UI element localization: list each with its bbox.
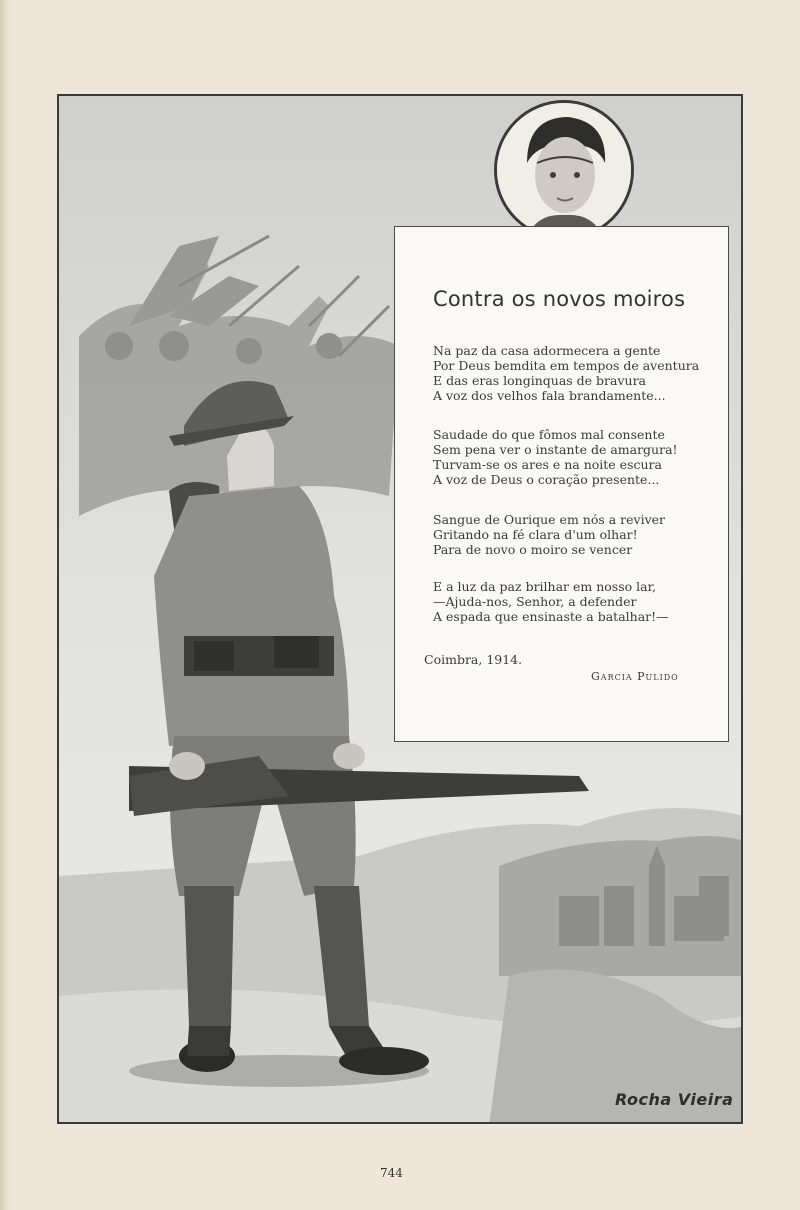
verse-line: Para de novo o moiro se vencer — [433, 542, 633, 557]
verse-line: Sem pena ver o instante de amargura! — [433, 442, 678, 457]
verse-line: A voz de Deus o coração presente... — [433, 472, 660, 487]
poem-box — [394, 226, 729, 742]
place-date: Coimbra, 1914. — [424, 652, 523, 667]
author-name: Garcia Pulido — [591, 670, 679, 683]
author-portrait — [494, 100, 634, 240]
verse-line: A espada que ensinaste a batalhar!— — [433, 609, 669, 624]
verse-line: Na paz da casa adormecera a gente — [433, 343, 661, 358]
verse-line: E a luz da paz brilhar em nosso lar, — [433, 579, 657, 594]
verse-line: A voz dos velhos fala brandamente... — [433, 388, 666, 403]
verse-line: Gritando na fé clara d'um olhar! — [433, 527, 638, 542]
verse-line: —Ajuda-nos, Senhor, a defender — [433, 594, 637, 609]
verse-line: Sangue de Ourique em nós a reviver — [433, 512, 666, 527]
stanza-4 — [433, 579, 669, 624]
page-number: 744 — [380, 1166, 403, 1180]
verse-line: Turvam-se os ares e na noite escura — [433, 457, 662, 472]
verse-line: Saudade do que fômos mal consente — [433, 427, 665, 442]
verse-line: Por Deus bemdita em tempos de aventura — [433, 358, 700, 373]
verse-line: E das eras longinquas de bravura — [433, 373, 647, 388]
stanza-2 — [433, 427, 678, 487]
stanza-1 — [433, 343, 699, 403]
artist-signature: Rocha Vieira — [615, 1090, 734, 1109]
stanza-3 — [433, 512, 665, 557]
page-edge — [0, 0, 10, 1210]
poem-title: Contra os novos moiros — [433, 287, 686, 311]
